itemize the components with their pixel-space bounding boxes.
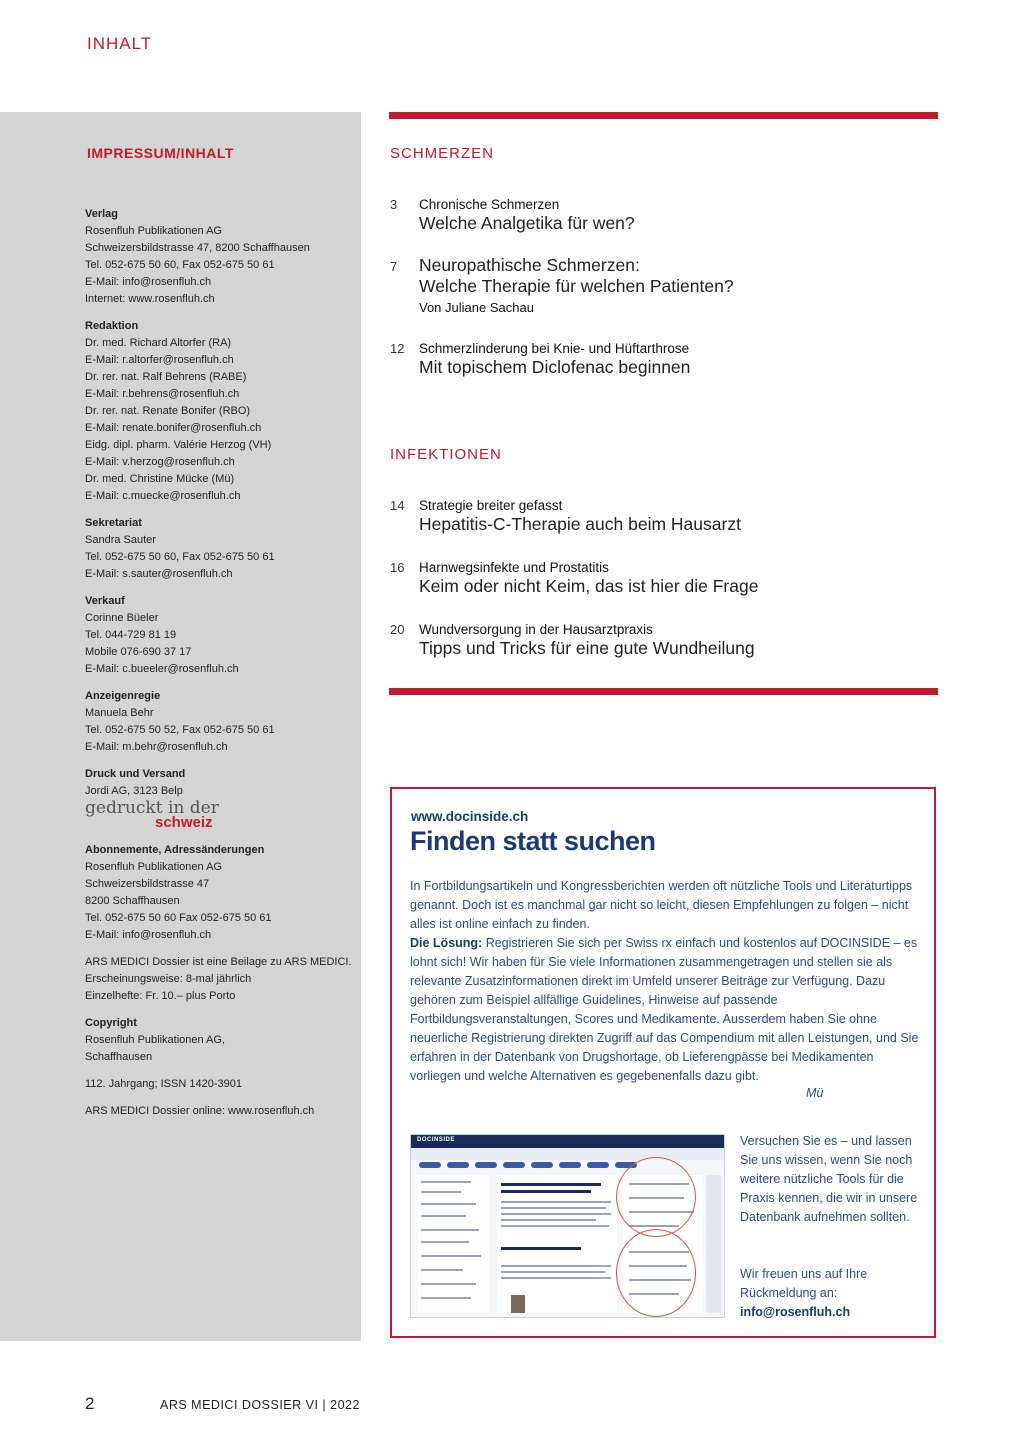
imprint-block <box>85 1015 355 1066</box>
logo-line-2: schweiz <box>155 814 213 831</box>
imprint-line: E-Mail: info@rosenfluh.ch <box>85 276 212 288</box>
imprint-line: E-Mail: info@rosenfluh.ch <box>85 929 212 941</box>
imprint-line: 112. Jahrgang; ISSN 1420-3901 <box>85 1078 242 1090</box>
screenshot-side-rail <box>706 1175 721 1313</box>
screenshot-sidebar <box>417 1175 489 1313</box>
imprint-line: E-Mail: v.herzog@rosenfluh.ch <box>85 456 235 468</box>
ad-paragraph-solution: Registrieren Sie sich per Swiss rx einfach und kostenlos auf DOCINSIDE – es lohnt sich! Wir haben für Sie viele Informationen zusammengetragen und stellen sie als relevante Zusatzinformationen direkt im Umfeld unserer Beiträge zur Verfügung. Dazu gehören zum Beispiel allfällige Guidelines, Hinweise auf passende Fortbildungsveranstaltungen, Scores und Medikamente. Ausserdem haben Sie ohne neuerliche Registrierung direkten Zugriff auf das Compendium mit allen Leistungen, und Sie erfahren in der Datenbank von Drugshortage, ob Lieferengpässe bei Medikamenten vorliegen und welche Alternativen es gegebenenfalls dazu gibt. <box>410 936 919 1083</box>
imprint-line: E-Mail: renate.bonifer@rosenfluh.ch <box>85 422 262 434</box>
imprint-block <box>85 954 355 1005</box>
ad-paragraph-intro: In Fortbildungsartikeln und Kongressberichten werden oft nützliche Tools und Literaturtipps genannt. Doch ist es manchmal gar nicht so leicht, diesen Empfehlungen zu folgen – nicht alles ist online einfach zu finden. <box>410 879 913 931</box>
toc-page-number: 16 <box>390 560 405 575</box>
imprint-line: Erscheinungsweise: 8-mal jährlich <box>85 973 252 985</box>
imprint-block-heading: Redaktion <box>85 320 139 332</box>
imprint-block-heading: Anzeigenregie <box>85 690 161 702</box>
page-section-label: INHALT <box>87 34 153 53</box>
toc-page-number: 12 <box>390 341 405 356</box>
imprint-line: Tel. 052-675 50 60, Fax 052-675 50 61 <box>85 259 275 271</box>
imprint-block-heading: Verlag <box>85 208 119 220</box>
imprint-block <box>85 842 355 944</box>
imprint-line: Jordi AG, 3123 Belp <box>85 785 183 797</box>
imprint-line: Tel. 052-675 50 60, Fax 052-675 50 61 <box>85 551 275 563</box>
imprint-line: Tel. 052-675 50 60 Fax 052-675 50 61 <box>85 912 272 924</box>
toc-bottom-rule <box>389 688 938 695</box>
highlight-circle-bottom <box>616 1229 696 1317</box>
imprint-line: Schaffhausen <box>85 1051 153 1063</box>
imprint-line: Rosenfluh Publikationen AG <box>85 225 222 237</box>
toc-page-number: 14 <box>390 498 405 513</box>
footer-publication: ARS MEDICI DOSSIER VI | 2022 <box>160 1398 360 1412</box>
toc-author: Von Juliane Sachau <box>419 300 534 315</box>
imprint-line: Schweizersbildstrasse 47, 8200 Schaffhausen <box>85 242 310 254</box>
imprint-line: Eidg. dipl. pharm. Valérie Herzog (VH) <box>85 439 272 451</box>
highlight-circle-top <box>616 1157 696 1237</box>
imprint-line: E-Mail: s.sauter@rosenfluh.ch <box>85 568 233 580</box>
ad-url-link[interactable]: www.docinside.ch <box>411 809 529 824</box>
toc-kicker: Strategie breiter gefasst <box>419 498 563 513</box>
docinside-screenshot <box>410 1134 725 1318</box>
ad-contact-email[interactable]: info@rosenfluh.ch <box>740 1305 851 1319</box>
imprint-line: Corinne Büeler <box>85 612 159 624</box>
toc-kicker: Harnwegsinfekte und Prostatitis <box>419 560 609 575</box>
imprint-line: E-Mail: m.behr@rosenfluh.ch <box>85 741 228 753</box>
imprint-line: Dr. med. Richard Altorfer (RA) <box>85 337 232 349</box>
toc-page-number: 7 <box>390 259 398 274</box>
footer-page-number: 2 <box>85 1394 95 1413</box>
imprint-line: E-Mail: c.bueeler@rosenfluh.ch <box>85 663 239 675</box>
toc-title: Mit topischem Diclofenac beginnen <box>419 357 691 377</box>
imprint-line: Sandra Sauter <box>85 534 156 546</box>
imprint-line: Tel. 052-675 50 52, Fax 052-675 50 61 <box>85 724 275 736</box>
ad-body <box>410 877 924 1086</box>
screenshot-article <box>497 1175 617 1313</box>
imprint-block <box>85 593 355 678</box>
imprint-block-heading: Abonnemente, Adressänderungen <box>85 844 265 856</box>
imprint-line: Rosenfluh Publikationen AG <box>85 861 222 873</box>
screenshot-author-photo <box>511 1295 525 1313</box>
imprint-block <box>85 515 355 583</box>
toc-title: Keim oder nicht Keim, das ist hier die Frage <box>419 576 759 596</box>
imprint-line: E-Mail: c.muecke@rosenfluh.ch <box>85 490 241 502</box>
screenshot-searchbar <box>411 1148 724 1160</box>
printed-in-switzerland-logo <box>85 800 355 830</box>
screenshot-navbar <box>411 1135 724 1148</box>
toc-section-schmerzen: SCHMERZEN <box>390 145 495 162</box>
toc-title: Tipps und Tricks für eine gute Wundheilung <box>419 638 755 658</box>
imprint-line: ARS MEDICI Dossier ist eine Beilage zu ARS MEDICI. <box>85 956 352 968</box>
imprint-line: 8200 Schaffhausen <box>85 895 180 907</box>
imprint-title: IMPRESSUM/INHALT <box>87 145 234 161</box>
ad-contact <box>740 1265 930 1322</box>
imprint-line: ARS MEDICI Dossier online: www.rosenfluh.ch <box>85 1105 315 1117</box>
ad-contact-text: Wir freuen uns auf Ihre Rückmeldung an: <box>740 1267 868 1300</box>
imprint-line: Rosenfluh Publikationen AG, <box>85 1034 226 1046</box>
imprint-line: Einzelhefte: Fr. 10.– plus Porto <box>85 990 236 1002</box>
toc-page-number: 20 <box>390 622 405 637</box>
toc-top-rule <box>389 112 938 119</box>
toc-page-number: 3 <box>390 197 398 212</box>
toc-title: Welche Analgetika für wen? <box>419 213 635 233</box>
toc-title: Hepatitis-C-Therapie auch beim Hausarzt <box>419 514 741 534</box>
imprint-block-heading: Sekretariat <box>85 517 142 529</box>
imprint-line: Tel. 044-729 81 19 <box>85 629 177 641</box>
imprint-block-heading: Druck und Versand <box>85 768 186 780</box>
imprint-block <box>85 766 355 800</box>
imprint-line: Schweizersbildstrasse 47 <box>85 878 210 890</box>
toc-kicker: Chronische Schmerzen <box>419 197 560 212</box>
imprint-line: Dr. med. Christine Mücke (Mü) <box>85 473 235 485</box>
screenshot-logo: DOCINSIDE <box>417 1137 455 1143</box>
imprint-line: Internet: www.rosenfluh.ch <box>85 293 215 305</box>
imprint-block-heading: Verkauf <box>85 595 125 607</box>
imprint-line: Dr. rer. nat. Renate Bonifer (RBO) <box>85 405 251 417</box>
ad-signature: Mü <box>806 1086 824 1100</box>
logo-line-1: gedruckt in der <box>85 798 219 818</box>
ad-headline: Finden statt suchen <box>410 826 656 856</box>
imprint-block <box>85 1103 355 1120</box>
toc-title: Neuropathische Schmerzen: Welche Therapie für welchen Patienten? <box>419 255 734 296</box>
imprint-line: E-Mail: r.behrens@rosenfluh.ch <box>85 388 240 400</box>
toc-section-infektionen: INFEKTIONEN <box>390 446 502 463</box>
imprint-line: Dr. rer. nat. Ralf Behrens (RABE) <box>85 371 247 383</box>
imprint-block <box>85 206 355 308</box>
imprint-line: Mobile 076-690 37 17 <box>85 646 192 658</box>
imprint-line: Manuela Behr <box>85 707 154 719</box>
imprint-block <box>85 1076 355 1093</box>
toc-kicker: Wundversorgung in der Hausarztpraxis <box>419 622 653 637</box>
toc-kicker: Schmerzlinderung bei Knie- und Hüftarthrose <box>419 341 690 356</box>
imprint-block <box>85 318 355 505</box>
imprint-body <box>85 206 355 1130</box>
ad-side-text: Versuchen Sie es – und lassen Sie uns wissen, wenn Sie noch weitere nützliche Tools für die Praxis kennen, die wir in unsere Datenbank aufnehmen sollten. <box>740 1134 918 1224</box>
imprint-line: E-Mail: r.altorfer@rosenfluh.ch <box>85 354 234 366</box>
ad-solution-label: Die Lösung: <box>410 936 483 950</box>
imprint-block-heading: Copyright <box>85 1017 137 1029</box>
imprint-block <box>85 688 355 756</box>
